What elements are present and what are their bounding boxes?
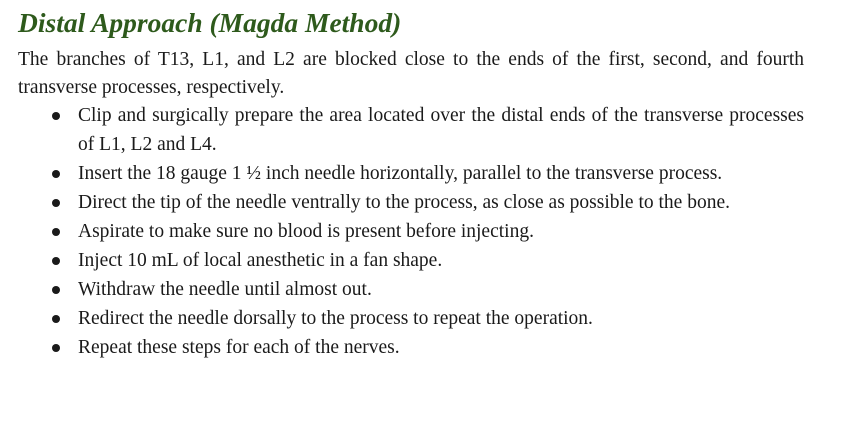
procedure-steps-list [18, 102, 804, 362]
step-text: Redirect the needle dorsally to the process to repeat the operation. [78, 307, 593, 329]
step-text: Direct the tip of the needle ventrally to the process, as close as possible to the bone. [78, 191, 730, 213]
step-text: Insert the 18 gauge 1 ½ inch needle horizontally, parallel to the transverse process. [78, 162, 723, 184]
list-item [18, 218, 804, 247]
step-text: Aspirate to make sure no blood is present before injecting. [78, 220, 534, 242]
document-section [18, 6, 804, 362]
step-text: Inject 10 mL of local anesthetic in a fan shape. [78, 249, 443, 271]
bullet-icon [52, 344, 60, 352]
list-item [18, 334, 804, 363]
bullet-icon [52, 315, 60, 323]
bullet-icon [52, 228, 60, 236]
section-heading: Distal Approach (Magda Method) [18, 7, 402, 38]
list-item [18, 247, 804, 276]
step-text: Clip and surgically prepare the area located over the distal ends of the transverse processes of L1, L2 and L4. [78, 105, 804, 155]
list-item [18, 102, 804, 159]
list-item [18, 305, 804, 334]
bullet-icon [52, 170, 60, 178]
bullet-icon [52, 257, 60, 265]
bullet-icon [52, 286, 60, 294]
list-item [18, 276, 804, 305]
bullet-icon [52, 112, 60, 120]
step-text: Repeat these steps for each of the nerves. [78, 336, 400, 358]
list-item [18, 189, 804, 218]
bullet-icon [52, 199, 60, 207]
intro-paragraph: The branches of T13, L1, and L2 are blocked close to the ends of the first, second, and fourth transverse processes, respectively. [18, 49, 804, 98]
step-text: Withdraw the needle until almost out. [78, 278, 372, 300]
list-item [18, 160, 804, 189]
